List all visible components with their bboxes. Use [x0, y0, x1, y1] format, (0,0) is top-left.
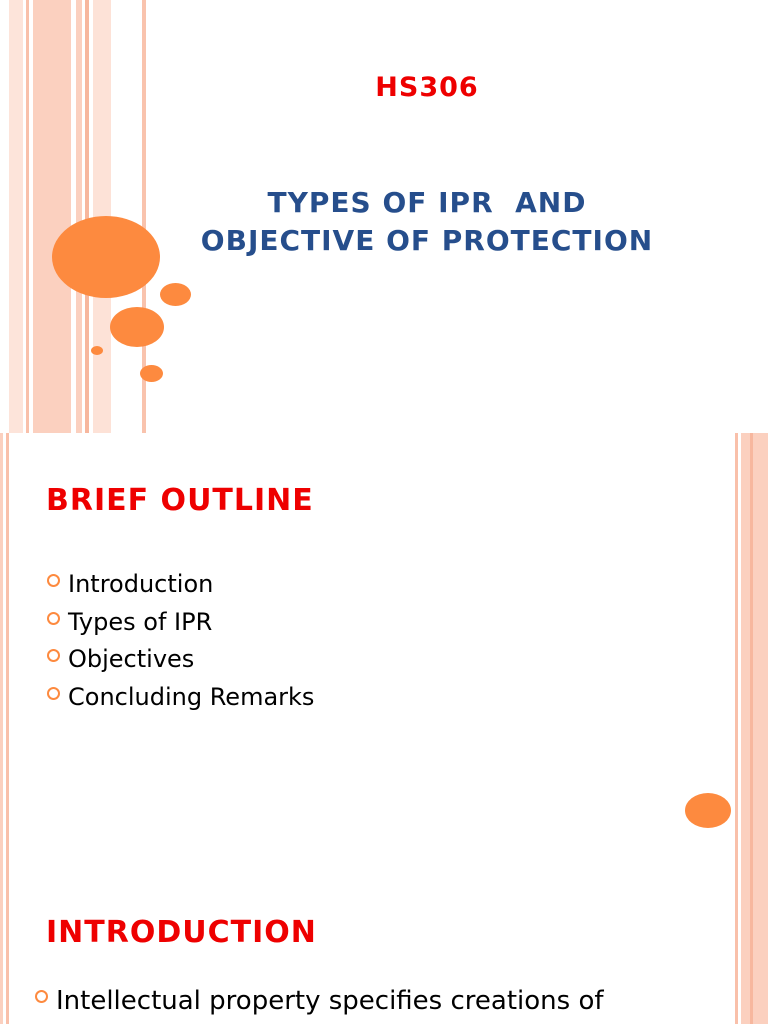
- decor-stripe: [0, 433, 3, 867]
- decor-circle-large: [52, 216, 160, 298]
- ring-bullet-icon: [47, 649, 60, 662]
- decor-stripe: [6, 433, 9, 867]
- outline-slide: [0, 433, 768, 867]
- introduction-bullet-text: Intellectual property specifies creations of: [56, 986, 604, 1016]
- decor-circle: [140, 365, 163, 382]
- ring-bullet-icon: [47, 687, 60, 700]
- decor-stripe: [26, 0, 29, 433]
- decor-stripe: [750, 433, 753, 867]
- decor-stripe: [6, 867, 9, 1024]
- outline-heading: BRIEF OUTLINE: [46, 483, 314, 518]
- outline-item-label: Objectives: [68, 645, 195, 673]
- slide-title-line2: OBJECTIVE OF PROTECTION: [200, 224, 654, 257]
- outline-item-label: Types of IPR: [68, 607, 213, 636]
- outline-list: [47, 569, 314, 719]
- decor-stripe: [9, 0, 23, 433]
- decor-stripe: [0, 867, 3, 1024]
- decor-stripe: [76, 0, 82, 433]
- decor-stripe: [85, 0, 89, 433]
- outline-item: [47, 569, 314, 607]
- outline-item: [47, 607, 314, 645]
- outline-item-label: Introduction: [68, 570, 214, 598]
- decor-stripe: [735, 433, 738, 867]
- decor-stripe: [33, 0, 71, 433]
- decor-stripe: [741, 433, 768, 867]
- ring-bullet-icon: [47, 612, 60, 625]
- outline-item-label: Concluding Remarks: [68, 682, 315, 711]
- outline-item: [47, 682, 314, 720]
- slide-title-line1: TYPES OF IPR AND: [267, 186, 587, 219]
- introduction-heading: INTRODUCTION: [46, 915, 317, 950]
- decor-circle: [685, 793, 731, 828]
- decor-circle: [110, 307, 164, 347]
- outline-item: [47, 644, 314, 682]
- decor-circle: [91, 346, 103, 355]
- ring-bullet-icon: [35, 990, 48, 1003]
- decor-circle: [160, 283, 191, 306]
- course-code: HS306: [375, 72, 479, 103]
- slide-title: [172, 184, 682, 260]
- ring-bullet-icon: [47, 574, 60, 587]
- introduction-bullet: [35, 985, 768, 1017]
- title-slide: [0, 0, 768, 433]
- introduction-slide: [0, 867, 768, 1024]
